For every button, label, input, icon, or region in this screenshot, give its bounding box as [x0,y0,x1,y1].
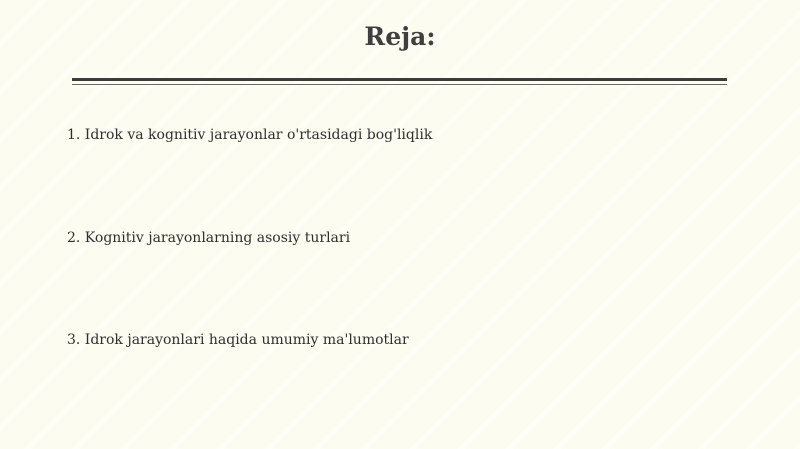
title-divider-thick [72,78,727,81]
plan-item-2: 2. Kognitiv jarayonlarning asosiy turlari [67,230,351,246]
plan-item-1: 1. Idrok va kognitiv jarayonlar o'rtasidagi bog'liqlik [67,127,433,143]
slide-title: Reja: [364,22,436,51]
plan-item-3: 3. Idrok jarayonlari haqida umumiy ma'lumotlar [67,332,409,348]
title-divider-thin [72,84,727,85]
